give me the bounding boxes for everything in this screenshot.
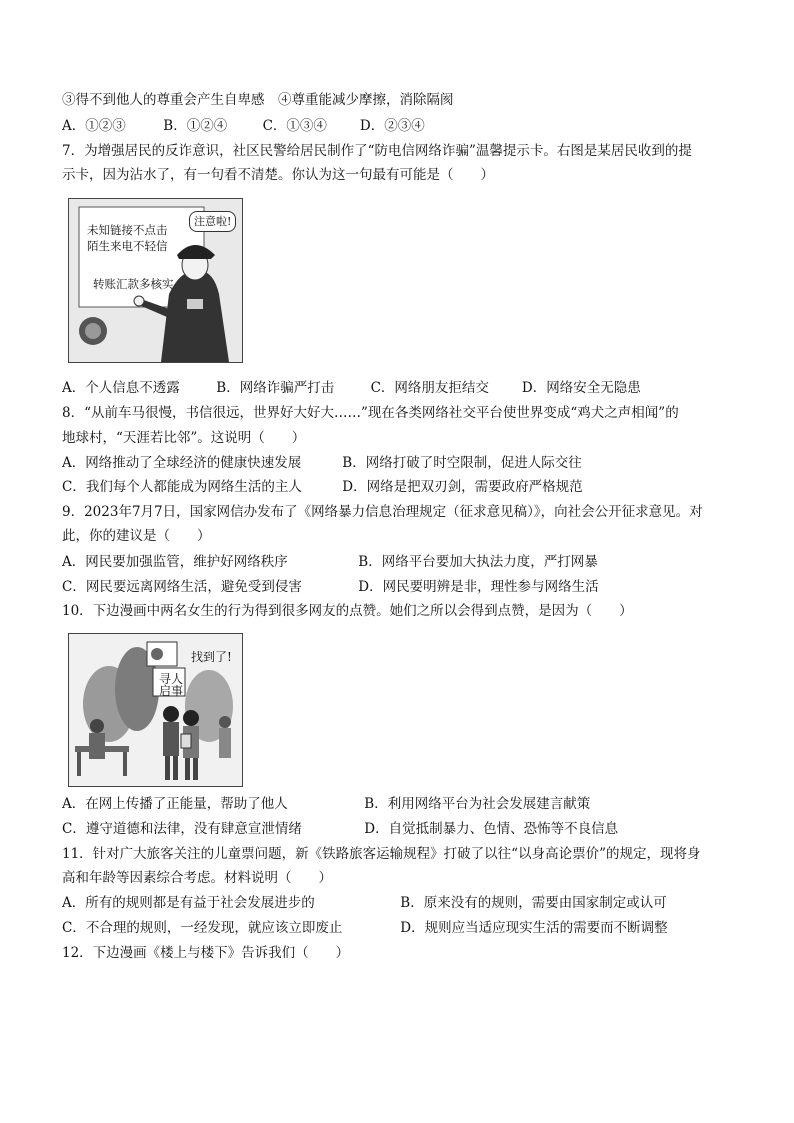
q7-option-b[interactable]: B．网络诈骗严打击 (216, 380, 335, 396)
q10-comic-image (68, 633, 243, 787)
q11-stem-line-1: 11．针对广大旅客关注的儿童票问题，新《铁路旅客运输规程》打破了以往“以身高论票价”的规定，现将身 (62, 846, 701, 862)
comic-sign-line-2: 启事 (159, 684, 184, 698)
q6-choices-line: ③得不到他人的尊重会产生自卑感 ④尊重能减少摩擦，消除隔阂 (62, 92, 454, 108)
notice-bubble: 注意啦! (189, 211, 236, 232)
q7-option-c[interactable]: C．网络朋友拒结交 (370, 380, 489, 396)
q11-option-b[interactable]: B．原来没有的规则，需要由国家制定或认可 (400, 895, 667, 911)
q6-option-a[interactable]: A．①②③ (62, 118, 126, 134)
q9-option-b[interactable]: B．网络平台要加大执法力度，严打网暴 (358, 554, 598, 570)
q8-option-d[interactable]: D．网络是把双刃剑，需要政府严格规范 (342, 479, 583, 495)
card-line-3: 转账汇款多核实 (93, 277, 174, 291)
q10-options-row-1 (62, 795, 590, 813)
q9-stem-line-1: 9．2023年7月7日，国家网信办发布了《网络暴力信息治理规定（征求意见稿）》，向社会公开征求意见。对 (62, 504, 703, 520)
q8-option-a[interactable]: A．网络推动了全球经济的健康快速发展 (62, 455, 302, 471)
q8-option-c[interactable]: C．我们每个人都能成为网络生活的主人 (62, 479, 302, 495)
q7-option-a[interactable]: A．个人信息不透露 (62, 380, 180, 396)
card-line-1: 未知链接不点击 (87, 223, 168, 237)
q8-options-row-1 (62, 454, 582, 472)
q7-tip-card-image (68, 198, 243, 363)
q9-options-row-2 (62, 578, 599, 596)
q10-option-b[interactable]: B．利用网络平台为社会发展建言献策 (364, 796, 591, 812)
q9-option-a[interactable]: A．网民要加强监管，维护好网络秩序 (62, 554, 288, 570)
q7-stem-line-1: 7．为增强居民的反诈意识，社区民警给居民制作了“防电信网络诈骗”温馨提示卡。右图是某居民收到的提 (62, 143, 692, 159)
q6-option-c[interactable]: C．①③④ (262, 118, 327, 134)
q12-stem: 12．下边漫画《楼上与楼下》告诉我们（ ） (62, 945, 350, 961)
q7-option-d[interactable]: D．网络安全无隐患 (521, 380, 641, 396)
card-line-2: 陌生来电不轻信 (87, 239, 168, 253)
q6-option-b[interactable]: B．①②④ (163, 118, 228, 134)
comic-sign-line-1: 寻人 (159, 672, 184, 686)
q11-option-d[interactable]: D．规则应当适应现实生活的需要而不断调整 (400, 920, 668, 936)
comic-speech: 找到了! (191, 650, 232, 664)
q10-option-d[interactable]: D．自觉抵制暴力、色情、恐怖等不良信息 (364, 821, 619, 837)
q11-options-row-2 (62, 919, 668, 937)
q9-option-d[interactable]: D．网民要明辨是非，理性参与网络生活 (358, 579, 599, 595)
q11-options-row-1 (62, 894, 667, 912)
q7-options (62, 379, 641, 397)
q10-option-c[interactable]: C．遵守道德和法律，没有肆意宣泄情绪 (62, 821, 302, 837)
q11-option-c[interactable]: C．不合理的规则，一经发现，就应该立即废止 (62, 920, 343, 936)
q11-option-a[interactable]: A．所有的规则都是有益于社会发展进步的 (62, 895, 315, 911)
q10-option-a[interactable]: A．在网上传播了正能量，帮助了他人 (62, 796, 288, 812)
q10-stem: 10．下边漫画中两名女生的行为得到很多网友的点赞。她们之所以会得到点赞，是因为（ ） (62, 603, 633, 619)
q11-stem-line-2: 高和年龄等因素综合考虑。材料说明（ ） (62, 870, 332, 886)
q8-stem-line-2: 地球村，“天涯若比邻”。这说明（ ） (62, 430, 306, 446)
q7-stem-line-2: 示卡，因为沾水了，有一句看不清楚。你认为这一句最有可能是（ ） (62, 167, 494, 183)
q9-stem-line-2: 此，你的建议是（ ） (62, 528, 211, 544)
q8-stem-line-1: 8．“从前车马很慢，书信很远，世界好大好大……”现在各类网络社交平台使世界变成“鸡犬之声相闻”的 (62, 405, 679, 421)
q8-options-row-2 (62, 478, 583, 496)
q6-options (62, 117, 425, 135)
q10-options-row-2 (62, 820, 618, 838)
q9-option-c[interactable]: C．网民要远离网络生活，避免受到侵害 (62, 579, 302, 595)
q8-option-b[interactable]: B．网络打破了时空限制，促进人际交往 (342, 455, 582, 471)
q9-options-row-1 (62, 553, 598, 571)
q6-option-d[interactable]: D．②③④ (359, 118, 425, 134)
